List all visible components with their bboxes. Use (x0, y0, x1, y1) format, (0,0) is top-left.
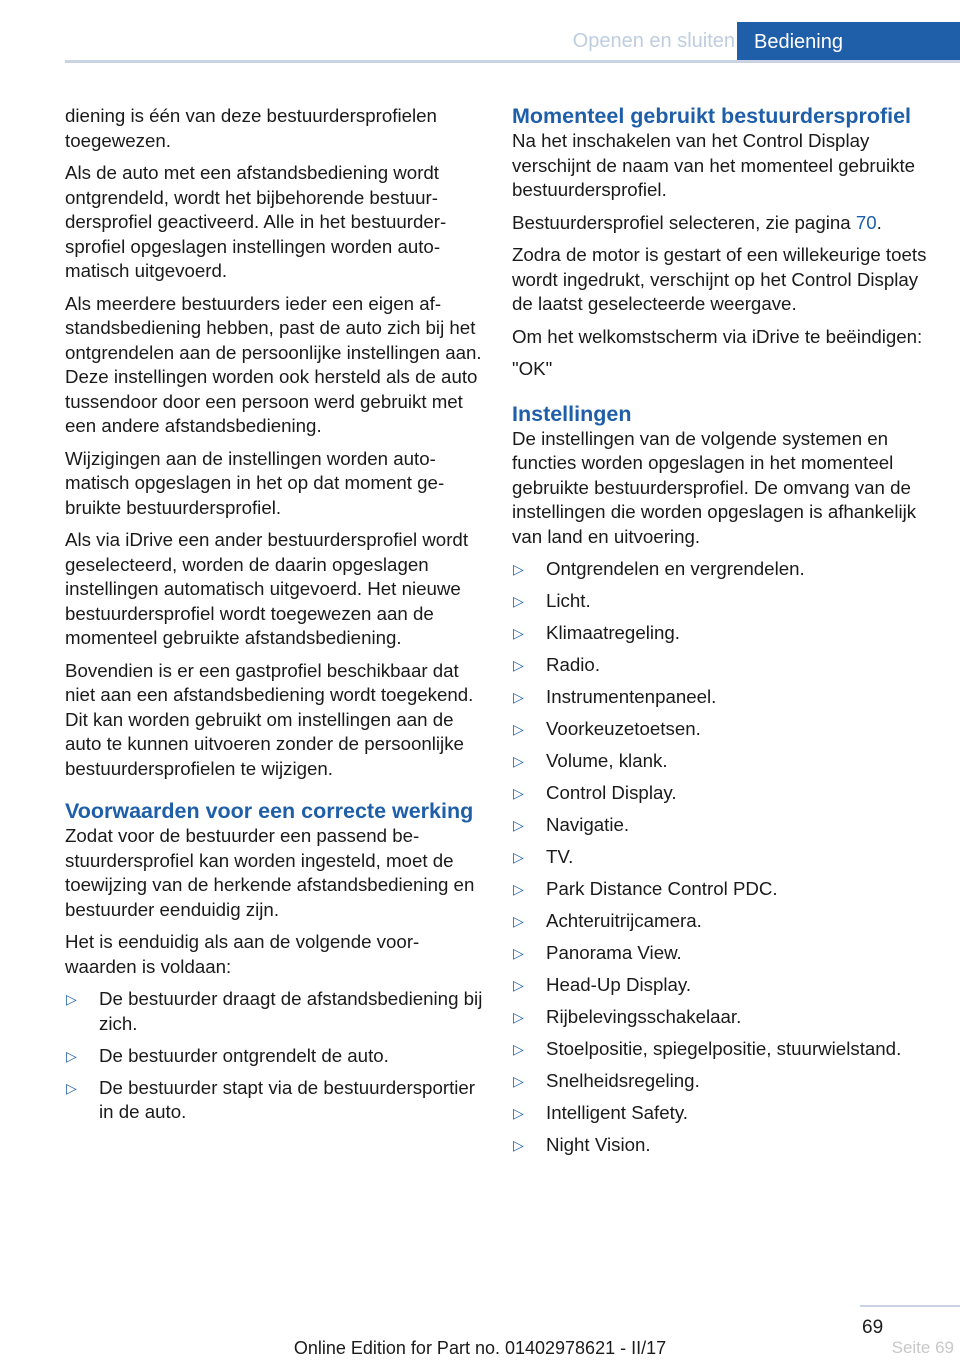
bullet-list (512, 557, 930, 1158)
list-item (512, 621, 930, 646)
paragraph: Als de auto met een afstandsbediening wordt ontgrendeld, wordt het bijbehorende bestuurdersprofiel geactiveerd. Alle in het bestuurdersprofiel opgeslagen instellingen worden automatisch uitgevoerd. (65, 162, 447, 281)
triangle-bullet-icon: ▷ (513, 561, 524, 577)
list-item (512, 813, 930, 838)
list-item-text: Instrumentenpaneel. (546, 686, 717, 707)
triangle-bullet-icon: ▷ (66, 1047, 77, 1064)
list-item (512, 1133, 930, 1158)
list-item-text: Licht. (546, 590, 591, 611)
paragraph: Om het welkomstscherm via iDrive te beëindigen: (512, 325, 923, 347)
paragraph: diening is één van deze bestuurdersprofielen toegewezen. (65, 105, 437, 151)
list-item-text: Klimaatregeling. (546, 622, 680, 643)
list-item-text: Snelheidsregeling. (546, 1070, 700, 1091)
triangle-bullet-icon: ▷ (513, 1073, 524, 1089)
list-item (512, 749, 930, 774)
list-item (512, 1005, 930, 1030)
left-column (65, 104, 483, 1132)
section-heading: Instellingen (512, 401, 632, 426)
paragraph: Als meerdere bestuurders ieder een eigen afstandsbediening hebben, past de auto zich bij het ontgrendelen aan de persoonlijke instellingen aan. Deze instellingen worden ook hersteld als de auto tussendoor door een persoon werd gebruikt met een andere afstandsbediening. (65, 292, 482, 436)
triangle-bullet-icon: ▷ (66, 1079, 77, 1096)
bullet-list (65, 987, 483, 1125)
list-item (512, 973, 930, 998)
edition-footer: Online Edition for Part no. 01402978621 - II/17 (293, 1338, 667, 1358)
list-item (512, 653, 930, 678)
list-item-text: Intelligent Safety. (546, 1102, 688, 1123)
list-item-text: Park Distance Control PDC. (546, 878, 778, 899)
triangle-bullet-icon: ▷ (66, 991, 77, 1007)
paragraph: Na het inschakelen van het Control Display verschijnt de naam van het momenteel gebruikte bestuurdersprofiel. (512, 130, 916, 200)
list-item-text: De bestuurder ontgrendelt de auto. (99, 1044, 389, 1066)
triangle-bullet-icon: ▷ (513, 625, 524, 641)
paragraph (512, 211, 930, 236)
list-item-text: Panorama View. (546, 942, 682, 963)
list-item-text: Voorkeuzetoetsen. (546, 718, 701, 739)
paragraph: Bovendien is er een gastprofiel beschikbaar dat niet aan een afstandsbediening wordt toegekend. Dit kan worden gebruikt om instellingen aan de auto te kunnen uitvoeren zonder de persoonlijke bestuurdersprofielen te wijzigen. (65, 659, 474, 779)
list-item-text: Volume, klank. (546, 750, 668, 771)
paragraph: De instellingen van de volgende systemen en functies worden opgeslagen in het momenteel gebruikte bestuurdersprofiel. De omvang van de instellingen die worden opgeslagen is afhankelijk van land en uitvoering. (512, 427, 917, 547)
list-item (512, 941, 930, 966)
page-reference-link[interactable]: 70 (855, 211, 877, 233)
paragraph: Wijzigingen aan de instellingen worden automatisch opgeslagen in het op dat moment gebruikte bestuurdersprofiel. (65, 447, 445, 518)
list-item-text: Head-Up Display. (546, 974, 692, 995)
triangle-bullet-icon: ▷ (513, 1041, 524, 1057)
list-item-text: Control Display. (546, 782, 677, 803)
section-heading: Voorwaarden voor een correcte werking (65, 799, 474, 823)
list-item-text: TV. (546, 846, 574, 867)
triangle-bullet-icon: ▷ (513, 817, 524, 833)
header-chapter-tab: Bediening (737, 22, 960, 63)
list-item (512, 877, 930, 902)
list-item-text: Navigatie. (546, 814, 630, 835)
triangle-bullet-icon: ▷ (513, 849, 524, 865)
paragraph: Zodra de motor is gestart of een willekeurige toets wordt ingedrukt, verschijnt op het Control Display de laatst geselecteerde weergave. (512, 244, 927, 314)
header-rule (65, 60, 960, 63)
triangle-bullet-icon: ▷ (513, 1137, 524, 1153)
list-item-text: Stoelpositie, spiegelpositie, stuurwielstand. (546, 1038, 902, 1059)
triangle-bullet-icon: ▷ (513, 977, 524, 993)
list-item-text: Rijbelevingsschakelaar. (546, 1006, 742, 1027)
list-item (512, 1069, 930, 1094)
triangle-bullet-icon: ▷ (513, 753, 524, 769)
list-item (65, 987, 483, 1036)
triangle-bullet-icon: ▷ (513, 1009, 524, 1025)
list-item (512, 717, 930, 742)
list-item-text: De bestuurder draagt de afstandsbediening bij zich. (99, 988, 483, 1034)
page-header (0, 22, 960, 60)
list-item-text: Ontgrendelen en vergrendelen. (546, 558, 805, 579)
triangle-bullet-icon: ▷ (513, 945, 524, 961)
list-item (65, 1044, 483, 1069)
list-item (512, 589, 930, 614)
list-item (65, 1076, 483, 1125)
list-item (512, 685, 930, 710)
list-item (512, 781, 930, 806)
section-heading: Momenteel gebruikt bestuurdersprofiel (512, 104, 912, 128)
triangle-bullet-icon: ▷ (513, 785, 524, 801)
triangle-bullet-icon: ▷ (513, 689, 524, 705)
list-item (512, 909, 930, 934)
page-number: 69 (862, 1317, 884, 1338)
list-item-text: De bestuurder stapt via de bestuurdersportier in de auto. (99, 1076, 476, 1122)
footer-rule (860, 1305, 960, 1307)
list-item-text: Radio. (546, 654, 601, 675)
paragraph-text: . (876, 211, 882, 233)
paragraph-text: Bestuurdersprofiel selecteren, zie pagina (512, 211, 856, 233)
paragraph: Het is eenduidig als aan de volgende voorwaarden is voldaan: (65, 931, 420, 977)
paragraph: Zodat voor de bestuurder een passend bestuurdersprofiel kan worden ingesteld, moet de toewijzing van de herkende afstandsbediening en bestuurder eenduidig zijn. (65, 825, 475, 920)
triangle-bullet-icon: ▷ (513, 881, 524, 897)
triangle-bullet-icon: ▷ (513, 593, 524, 609)
triangle-bullet-icon: ▷ (513, 657, 524, 673)
right-column (512, 104, 930, 1165)
list-item (512, 1037, 930, 1062)
list-item (512, 845, 930, 870)
header-section-title: Openen en sluiten (572, 30, 735, 52)
triangle-bullet-icon: ▷ (513, 1105, 524, 1121)
list-item-text: Achteruitrijcamera. (546, 910, 702, 931)
list-item-text: Night Vision. (546, 1134, 651, 1155)
triangle-bullet-icon: ▷ (513, 721, 524, 737)
paragraph: Als via iDrive een ander bestuurdersprofiel wordt geselecteerd, worden de daarin opgeslagen instellingen automatisch uitgevoerd. Het nieuwe bestuurdersprofiel wordt toegewezen aan de momenteel gebruikte afstandsbediening. (65, 529, 469, 648)
list-item (512, 557, 930, 582)
watermark: Seite 69 (891, 1338, 954, 1357)
triangle-bullet-icon: ▷ (513, 913, 524, 929)
paragraph: "OK" (512, 358, 553, 379)
list-item (512, 1101, 930, 1126)
